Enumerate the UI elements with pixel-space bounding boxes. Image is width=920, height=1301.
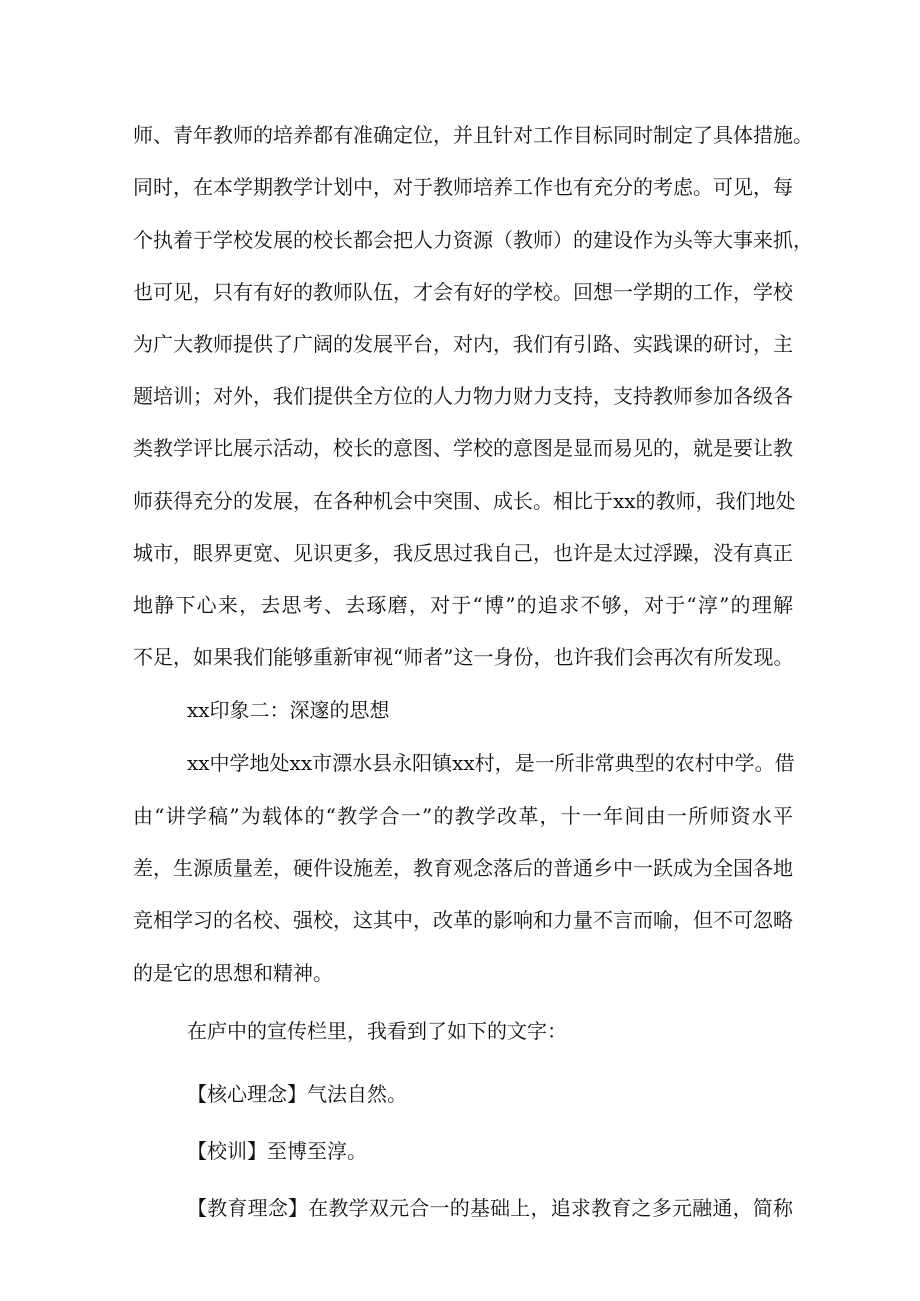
section-heading: xx印象二：深邃的思想 (187, 698, 390, 722)
paragraph-2-line: 的是它的思想和精神。 (133, 961, 333, 985)
paragraph-1-line: 为广大教师提供了广阔的发展平台，对内，我们有引路、实践课的研讨，主 (133, 332, 793, 356)
paragraph-1-line: 题培训；对外，我们提供全方位的人力物力财力支持，支持教师参加各级各 (133, 384, 793, 408)
paragraph-2-line: xx中学地处xx市漂水县永阳镇xx村，是一所非常典型的农村中学。借 (187, 751, 795, 775)
paragraph-1-line: 城市，眼界更宽、见识更多，我反思过我自己，也许是太过浮躁，没有真正 (133, 541, 793, 565)
paragraph-1-line: 同时，在本学期教学计划中，对于教师培养工作也有充分的考虑。可见，每 (133, 175, 793, 199)
paragraph-1-line: 不足，如果我们能够重新审视“师者”这一身份，也许我们会再次有所发现。 (133, 645, 794, 669)
item-core-concept: 【核心理念】气法自然。 (187, 1082, 407, 1106)
paragraph-2-line: 由“讲学稿”为载体的“教学合一”的教学改革，十一年间由一所师资水平 (133, 804, 793, 828)
item-education-concept: 【教育理念】在教学双元合一的基础上，追求教育之多元融通，简称 (187, 1196, 793, 1220)
intro-line: 在庐中的宣传栏里，我看到了如下的文字： (187, 1019, 567, 1043)
paragraph-2-line: 差，生源质量差，硬件设施差，教育观念落后的普通乡中一跃成为全国各地 (133, 856, 793, 880)
paragraph-1-line: 个执着于学校发展的校长都会把人力资源（教师）的建设作为头等大事来抓， (133, 228, 813, 252)
paragraph-1-line: 类教学评比展示活动，校长的意图、学校的意图是显而易见的，就是要让教 (133, 436, 793, 460)
paragraph-1-line: 师、青年教师的培养都有准确定位，并且针对工作目标同时制定了具体措施。 (133, 123, 813, 147)
paragraph-2-line: 竞相学习的名校、强校，这其中，改革的影响和力量不言而喻，但不可忽略 (133, 908, 793, 932)
paragraph-1-line: 师获得充分的发展，在各种机会中突围、成长。相比于xx的教师，我们地处 (133, 489, 796, 513)
item-school-motto: 【校训】至博至淳。 (187, 1139, 367, 1163)
paragraph-1-line: 地静下心来，去思考、去琢磨，对于“博”的追求不够，对于“淳”的理解 (133, 593, 793, 617)
paragraph-1-line: 也可见，只有有好的教师队伍，才会有好的学校。回想一学期的工作，学校 (133, 280, 793, 304)
